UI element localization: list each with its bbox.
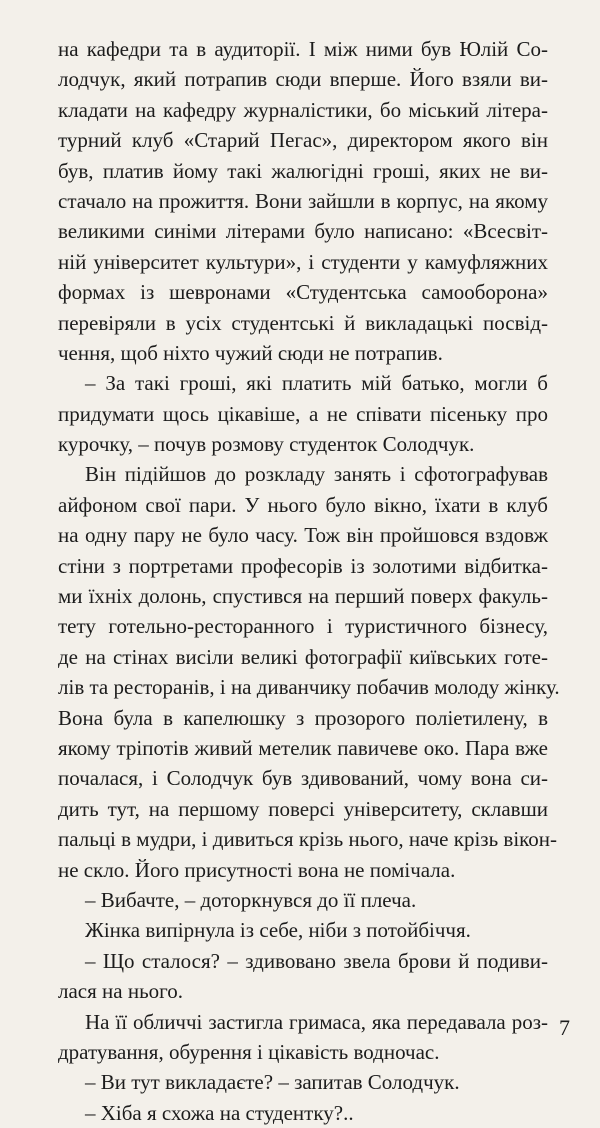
text-line: тету готельно-ресторанного і туристичного бізнесу, (58, 614, 548, 639)
text-line: придумати щось цікавіше, а не співати пісеньку про (58, 401, 548, 426)
text-line: на одну пару не було часу. Тож він пройшовся вздовж (58, 523, 548, 548)
text-line: ми їхніх долонь, спустився на перший поверх факуль- (58, 584, 548, 609)
text-line: був, платив йому такі жалюгідні гроші, яких не ви- (58, 158, 548, 183)
text-line: де на стінах висіли великі фотографії київських готе- (58, 644, 548, 669)
text-line: Він підійшов до розкладу занять і сфотографував (85, 462, 548, 487)
text-line: – Хіба я схожа на студентку?.. (85, 1100, 354, 1125)
text-line: лодчук, який потрапив сюди вперше. Його взяли ви- (58, 67, 548, 92)
text-line: – Що сталося? – здивовано звела брови й подиви- (85, 948, 548, 973)
text-line: – Ви тут викладаєте? – запитав Солодчук. (85, 1070, 460, 1095)
text-line: турний клуб «Старий Пегас», директором якого він (58, 128, 548, 153)
text-line: перевіряли в усіх студентські й викладацькі посвід- (58, 310, 548, 335)
text-line: на кафедри та в аудиторії. І між ними був Юлій Со- (58, 37, 548, 61)
text-line: дратування, обурення і цікавість водночас. (58, 1039, 440, 1064)
text-line: Жінка випірнула із себе, ніби з потойбіччя. (85, 918, 471, 943)
text-line: стачало на прожиття. Вони зайшли в корпус, на якому (58, 188, 548, 213)
text-line: – За такі гроші, які платить мій батько, могли б (85, 371, 548, 396)
text-line: лів та ресторанів, і на диванчику побачив молоду жінку. (58, 675, 560, 700)
text-line: якому тріпотів живий метелик павичеве око. Пара вже (58, 735, 548, 760)
text-line: На її обличчі застигла гримаса, яка передавала роз- (85, 1009, 548, 1034)
text-line: формах із шевронами «Студентська самооборона» (58, 280, 548, 305)
text-line: ній університет культури», і студенти у камуфляжних (58, 249, 548, 274)
text-line: Вона була в капелюшку з прозорого поліетилену, в (58, 705, 548, 730)
text-line: пальці в мудри, і дивиться крізь нього, наче крізь вікон- (58, 827, 558, 852)
text-line: чення, щоб ніхто чужий сюди не потрапив. (58, 340, 443, 365)
page-number: 7 (559, 1015, 570, 1040)
text-line: – Вибачте, – доторкнувся до її плеча. (85, 887, 417, 912)
text-line: лася на нього. (58, 979, 183, 1004)
text-line: великими синіми літерами було написано: «Всесвіт- (58, 219, 548, 244)
text-line: дить тут, на першому поверсі університету, склавши (58, 796, 548, 821)
text-line: айфоном свої пари. У нього було вікно, їхати в клуб (58, 492, 548, 517)
text-line: курочку, – почув розмову студенток Солодчук. (58, 432, 475, 457)
text-line: не скло. Його присутності вона не помічала. (58, 857, 456, 882)
text-line: почалася, і Солодчук був здивований, чому вона си- (58, 766, 548, 791)
text-line: стіни з портретами професорів із золотими відбитка- (58, 553, 548, 578)
body-text (0, 34, 600, 1128)
text-line: кладати на кафедру журналістики, бо міський літера- (58, 97, 548, 122)
